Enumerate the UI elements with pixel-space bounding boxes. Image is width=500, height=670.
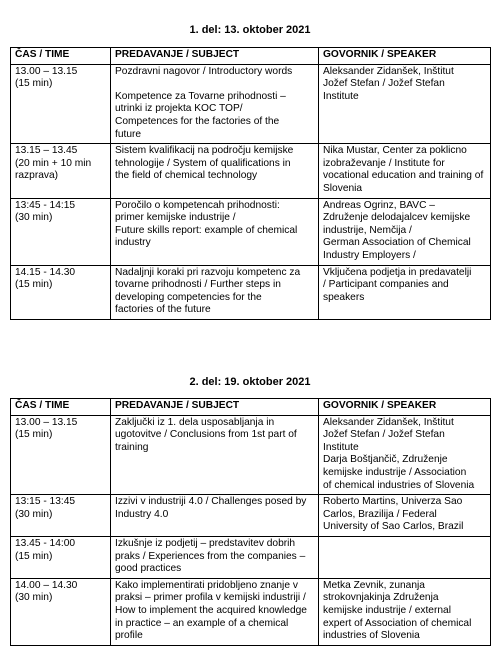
time-line: (30 min) bbox=[15, 592, 53, 604]
time-cell bbox=[11, 144, 111, 198]
subject-line: tehnologije / System of qualifications in bbox=[115, 157, 291, 169]
subject-line: Kako implementirati pridobljeno znanje v bbox=[115, 579, 298, 591]
time-cell bbox=[11, 536, 111, 578]
subject-line: utrinki iz projekta KOC TOP/ bbox=[115, 103, 243, 115]
subject-cell bbox=[111, 64, 319, 144]
speaker-cell bbox=[319, 64, 491, 144]
speaker-cell bbox=[319, 415, 491, 495]
subject-line: factories of the future bbox=[115, 304, 211, 316]
time-line: 13.45 - 14:00 bbox=[15, 537, 76, 549]
speaker-line: vocational education and training of bbox=[323, 170, 484, 182]
time-line: (15 min) bbox=[15, 279, 53, 291]
speaker-line: Jožef Stefan / Jožef Stefan bbox=[323, 429, 445, 441]
header-subject: PREDAVANJE / SUBJECT bbox=[111, 399, 319, 416]
speaker-cell bbox=[319, 536, 491, 578]
time-line: (30 min) bbox=[15, 212, 53, 224]
subject-line: Sistem kvalifikacij na področju kemijske bbox=[115, 145, 294, 157]
speaker-line: Jožef Stefan / Jožef Stefan bbox=[323, 78, 445, 90]
subject-line: Poročilo o kompetencah prihodnosti: bbox=[115, 199, 280, 211]
subject-line: Nadaljnji koraki pri razvoju kompetenc za bbox=[115, 266, 301, 278]
schedule-body-part2 bbox=[11, 415, 491, 645]
table-row bbox=[11, 495, 491, 537]
time-line: 14.15 - 14.30 bbox=[15, 266, 76, 278]
subject-line: How to implement the acquired knowledge bbox=[115, 604, 307, 616]
subject-line: Kompetence za Tovarne prihodnosti – bbox=[115, 90, 286, 102]
speaker-line: industries of Slovenia bbox=[323, 630, 420, 642]
speaker-line: Carlos, Brazilija / Federal bbox=[323, 508, 437, 520]
speaker-line: Nika Mustar, Center za poklicno bbox=[323, 145, 467, 157]
subject-line: Izkušnje iz podjetij – predstavitev dobrih bbox=[115, 537, 296, 549]
time-line: 13:15 - 13:45 bbox=[15, 496, 76, 508]
subject-cell bbox=[111, 198, 319, 265]
schedule-body-part1 bbox=[11, 64, 491, 319]
schedule-table-part1 bbox=[10, 47, 491, 320]
header-speaker: GOVORNIK / SPEAKER bbox=[319, 399, 491, 416]
speaker-line: / Participant companies and bbox=[323, 279, 449, 291]
time-line: 13.00 – 13.15 bbox=[15, 65, 78, 77]
subject-line: future bbox=[115, 128, 142, 140]
schedule-table-part2 bbox=[10, 398, 491, 646]
line-gap bbox=[115, 78, 314, 91]
subject-line: ugotovitve / Conclusions from 1st part of bbox=[115, 429, 297, 441]
subject-cell bbox=[111, 144, 319, 198]
table-row bbox=[11, 144, 491, 198]
speaker-line: strokovnjakinja Združenja bbox=[323, 592, 439, 604]
table-row bbox=[11, 578, 491, 645]
time-line: (30 min) bbox=[15, 508, 53, 520]
subject-line: industry bbox=[115, 237, 151, 249]
subject-line: Industry 4.0 bbox=[115, 508, 169, 520]
table-row bbox=[11, 415, 491, 495]
header-subject: PREDAVANJE / SUBJECT bbox=[111, 48, 319, 65]
time-line: (20 min + 10 min bbox=[15, 157, 92, 169]
time-cell bbox=[11, 415, 111, 495]
table-header-row bbox=[11, 48, 491, 65]
time-cell bbox=[11, 198, 111, 265]
subject-line: primer kemijske industrije / bbox=[115, 212, 236, 224]
time-line: 14.00 – 14.30 bbox=[15, 579, 78, 591]
subject-line: developing competencies for the bbox=[115, 291, 262, 303]
speaker-line: Aleksander Zidanšek, Inštitut bbox=[323, 65, 454, 77]
speaker-line: kemijske industrije / Association bbox=[323, 466, 467, 478]
time-cell bbox=[11, 265, 111, 319]
header-time: ČAS / TIME bbox=[11, 399, 111, 416]
speaker-line: Združenje delodajalcev kemijske bbox=[323, 212, 471, 224]
speaker-line: Institute bbox=[323, 90, 359, 102]
speaker-line: speakers bbox=[323, 291, 365, 303]
subject-line: Future skills report: example of chemical bbox=[115, 224, 298, 236]
subject-line: Pozdravni nagovor / Introductory words bbox=[115, 65, 293, 77]
subject-line: tovarne prihodnosti / Further steps in bbox=[115, 279, 281, 291]
speaker-line: Roberto Martins, Univerza Sao bbox=[323, 496, 463, 508]
speaker-line: Institute bbox=[323, 441, 359, 453]
time-line: 13:45 - 14:15 bbox=[15, 199, 76, 211]
time-line: 13.00 – 13.15 bbox=[15, 416, 78, 428]
speaker-cell bbox=[319, 578, 491, 645]
speaker-line: Metka Zevnik, zunanja bbox=[323, 579, 425, 591]
speaker-line: German Association of Chemical bbox=[323, 237, 471, 249]
subject-line: the field of chemical technology bbox=[115, 170, 258, 182]
subject-line: training bbox=[115, 441, 149, 453]
speaker-line: kemijske industrije / external bbox=[323, 604, 451, 616]
subject-cell bbox=[111, 495, 319, 537]
subject-cell bbox=[111, 265, 319, 319]
speaker-cell bbox=[319, 144, 491, 198]
subject-line: Competences for the factories of the bbox=[115, 115, 280, 127]
subject-line: Izzivi v industriji 4.0 / Challenges posed by bbox=[115, 496, 307, 508]
part1-title: 1. del: 13. oktober 2021 bbox=[189, 24, 311, 36]
subject-cell bbox=[111, 536, 319, 578]
header-speaker: GOVORNIK / SPEAKER bbox=[319, 48, 491, 65]
speaker-cell bbox=[319, 265, 491, 319]
speaker-line: University of Sao Carlos, Brazil bbox=[323, 521, 464, 533]
subject-line: praks / Experiences from the companies – bbox=[115, 550, 306, 562]
time-cell bbox=[11, 578, 111, 645]
subject-line: good practices bbox=[115, 563, 182, 575]
speaker-line: Vključena podjetja in predavatelji bbox=[323, 266, 472, 278]
time-line: (15 min) bbox=[15, 78, 53, 90]
table-row bbox=[11, 64, 491, 144]
time-line: 13.15 – 13.45 bbox=[15, 145, 78, 157]
speaker-line: Aleksander Zidanšek, Inštitut bbox=[323, 416, 454, 428]
time-cell bbox=[11, 495, 111, 537]
speaker-line: Andreas Ogrinz, BAVC – bbox=[323, 199, 435, 211]
time-line: razprava) bbox=[15, 170, 59, 182]
speaker-line: expert of Association of chemical bbox=[323, 617, 472, 629]
time-line: (15 min) bbox=[15, 429, 53, 441]
subject-cell bbox=[111, 578, 319, 645]
table-row bbox=[11, 536, 491, 578]
speaker-line: of chemical industries of Slovenia bbox=[323, 479, 475, 491]
speaker-cell bbox=[319, 495, 491, 537]
time-line: (15 min) bbox=[15, 550, 53, 562]
speaker-line: Slovenia bbox=[323, 182, 363, 194]
subject-cell bbox=[111, 415, 319, 495]
speaker-line: Industry Employers / bbox=[323, 249, 416, 261]
speaker-line: Darja Boštjančič, Združenje bbox=[323, 454, 448, 466]
subject-line: in practice – an example of a chemical bbox=[115, 617, 289, 629]
speaker-line: industrije, Nemčija / bbox=[323, 224, 412, 236]
table-row bbox=[11, 265, 491, 319]
subject-line: Zaključki iz 1. dela usposabljanja in bbox=[115, 416, 275, 428]
part2-title: 2. del: 19. oktober 2021 bbox=[189, 376, 311, 388]
subject-line: profile bbox=[115, 630, 143, 642]
header-time: ČAS / TIME bbox=[11, 48, 111, 65]
table-row bbox=[11, 198, 491, 265]
time-cell bbox=[11, 64, 111, 144]
speaker-cell bbox=[319, 198, 491, 265]
speaker-line: izobraževanje / Institute for bbox=[323, 157, 445, 169]
subject-line: praksi – primer profila v kemijski industriji / bbox=[115, 592, 306, 604]
table-header-row bbox=[11, 399, 491, 416]
